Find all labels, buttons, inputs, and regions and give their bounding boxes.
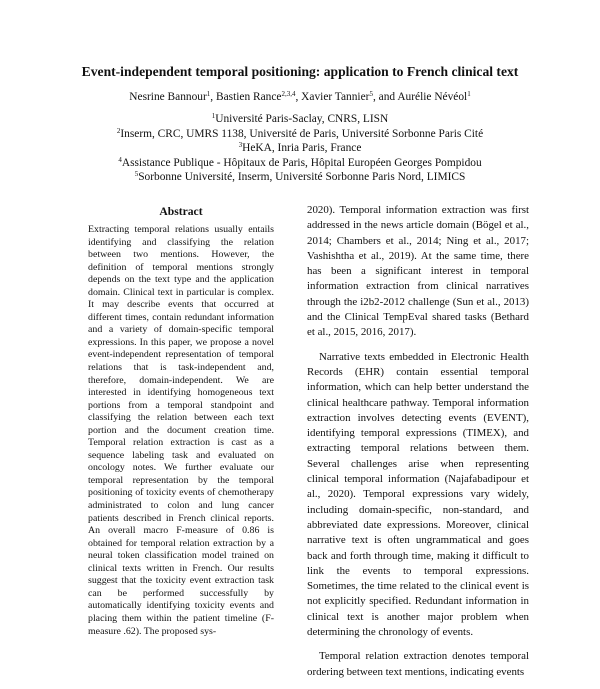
author: Xavier Tannier$^5$, and (301, 90, 398, 103)
author: Bastien Rance$^{2,3,4}$, (215, 90, 302, 103)
body-paragraph: 2020). Temporal information extraction was first addressed in the news article domain (Bögel et al., 2014; Chambers et al., 2014; Ning et al., 2017; Vashishtha et al., 2019). At the same time, there has been a significant interest in temporal information extraction from clinical narratives through the i2b2-2012 challenge (Sun et al., 2013) and the Clinical TempEval shared tasks (Bethard et al., 2015, 2016, 2017). (307, 204, 529, 339)
abstract-heading: Abstract (159, 205, 203, 218)
affiliation: $^1$Université Paris-Saclay, CNRS, LISN (211, 112, 389, 125)
author-list (40, 90, 560, 104)
affiliation: $^5$Sorbonne Université, Inserm, Université Sorbonne Paris Nord, LIMICS (134, 170, 466, 184)
body-paragraph: Temporal relation extraction denotes temporal ordering between text mentions, indicating events (307, 650, 529, 678)
abstract-text: Extracting temporal relations usually entails identifying and classifying the relation between two mentions. However, the definition of temporal mentions strongly depends on the text type and the application domain. Clinical text in particular is complex. It may describe events that occurred at different times, contain redundant information and a variety of domain-specific temporal expressions. In this paper, we propose a novel event-independent representation of temporal relations that is task-independent and, therefore, domain-independent. We are interested in identifying homogeneous text portions from a temporal standpoint and classifying the relation between each text portion and the document creation time. Temporal relation extraction is cast as a sequence labeling task and evaluated on oncology notes. We further evaluate our temporal representation by the temporal positioning of toxicity events of chemotherapy administrated to colon and lung cancer patients described in French clinical reports. An overall macro F-measure of 0.86 is obtained for temporal relation extraction by a neural token classification model trained on clinical texts written in French. Our results suggest that the toxicity event extraction task can be performed successfully by automatically identifying toxicity events and placing them within the patient timeline (F-measure .62). The proposed sys- (88, 224, 274, 637)
author: Nesrine Bannour$^1$, (129, 90, 216, 103)
affiliation: $^2$Inserm, CRC, UMRS 1138, Université de Paris, Université Sorbonne Paris Cité (116, 126, 484, 140)
author: Aurélie Névéol$^1$ (397, 90, 471, 103)
paper-title: Event-independent temporal positioning: application to French clinical text (81, 64, 519, 79)
affiliation: $^3$HeKA, Inria Paris, France (238, 141, 362, 155)
body-column (307, 203, 529, 689)
body-paragraph: Narrative texts embedded in Electronic Health Records (EHR) contain essential temporal information, which can help better understand the clinical healthcare pathway. Temporal information extraction involves detecting events (EVENT), identifying temporal expressions (TIMEX), and extracting temporal relations between them. Several challenges arise when representing clinical temporal information (Najafabadipour et al., 2020). Temporal expressions vary widely, including domain-specific, non-standard, and abbreviated date expressions. Moreover, clinical narrative text is often ungrammatical and goes back and forth through time, making it difficult to link the events to temporal expressions. Sometimes, the time related to the clinical event is not explicitly specified. Redundant information in clinical text is another major problem when determining the chronology of events. (307, 350, 529, 639)
affiliation: $^4$Assistance Publique - Hôpitaux de Paris, Hôpital Européen Georges Pompidou (118, 155, 482, 169)
affiliation-list (40, 112, 560, 185)
